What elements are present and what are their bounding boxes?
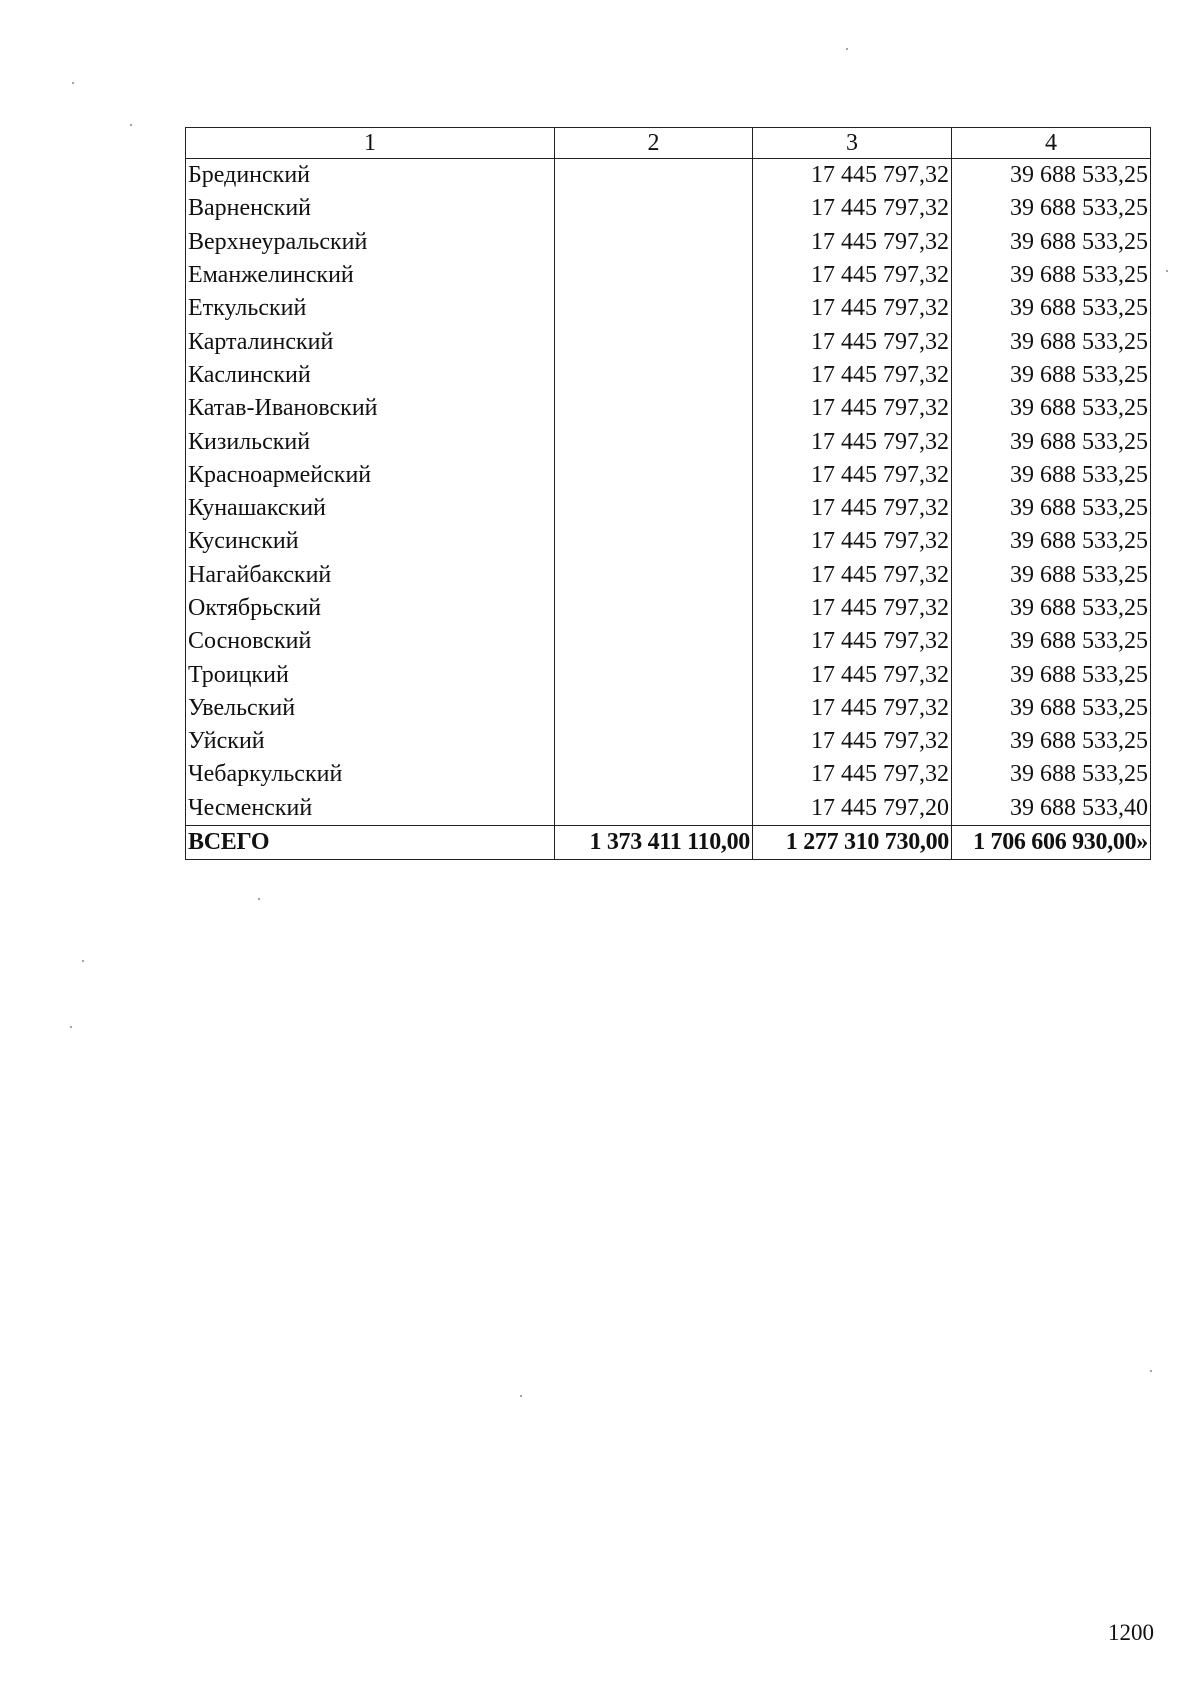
cell-col3: 17 445 797,32 bbox=[753, 325, 952, 358]
cell-col4: 39 688 533,25 bbox=[952, 292, 1151, 325]
table-row bbox=[186, 792, 1151, 826]
cell-col2 bbox=[555, 259, 753, 292]
scan-speck bbox=[846, 48, 848, 50]
scan-speck bbox=[70, 1026, 72, 1028]
table-row bbox=[186, 159, 1151, 193]
cell-col2 bbox=[555, 692, 753, 725]
scan-speck bbox=[82, 960, 84, 962]
scan-speck bbox=[1166, 270, 1168, 272]
cell-col4: 39 688 533,25 bbox=[952, 392, 1151, 425]
district-name-cell: Чебаркульский bbox=[186, 758, 555, 791]
column-header-3: 3 bbox=[753, 128, 952, 159]
scan-speck bbox=[130, 124, 132, 126]
cell-col2 bbox=[555, 559, 753, 592]
cell-col2 bbox=[555, 359, 753, 392]
cell-col2 bbox=[555, 226, 753, 259]
total-cell-col2: 1 373 411 110,00 bbox=[555, 825, 753, 859]
cell-col4: 39 688 533,25 bbox=[952, 658, 1151, 691]
cell-col4: 39 688 533,25 bbox=[952, 725, 1151, 758]
cell-col2 bbox=[555, 592, 753, 625]
cell-col2 bbox=[555, 325, 753, 358]
district-name-cell: Еманжелинский bbox=[186, 259, 555, 292]
cell-col3: 17 445 797,32 bbox=[753, 226, 952, 259]
cell-col3: 17 445 797,32 bbox=[753, 192, 952, 225]
cell-col4: 39 688 533,25 bbox=[952, 758, 1151, 791]
table-row bbox=[186, 459, 1151, 492]
cell-col4: 39 688 533,25 bbox=[952, 192, 1151, 225]
table-row bbox=[186, 226, 1151, 259]
district-name-cell: Нагайбакский bbox=[186, 559, 555, 592]
cell-col3: 17 445 797,32 bbox=[753, 492, 952, 525]
cell-col2 bbox=[555, 525, 753, 558]
total-cell-col3: 1 277 310 730,00 bbox=[753, 825, 952, 859]
cell-col3: 17 445 797,32 bbox=[753, 292, 952, 325]
cell-col4: 39 688 533,25 bbox=[952, 525, 1151, 558]
cell-col3: 17 445 797,32 bbox=[753, 592, 952, 625]
cell-col3: 17 445 797,20 bbox=[753, 792, 952, 826]
table-row bbox=[186, 725, 1151, 758]
cell-col3: 17 445 797,32 bbox=[753, 525, 952, 558]
cell-col2 bbox=[555, 425, 753, 458]
district-name-cell: Уйский bbox=[186, 725, 555, 758]
district-name-cell: Красноармейский bbox=[186, 459, 555, 492]
column-header-4: 4 bbox=[952, 128, 1151, 159]
cell-col4: 39 688 533,25 bbox=[952, 226, 1151, 259]
cell-col2 bbox=[555, 725, 753, 758]
cell-col4: 39 688 533,25 bbox=[952, 459, 1151, 492]
page-number: 1200 bbox=[1108, 1620, 1154, 1645]
total-cell-col4: 1 706 606 930,00» bbox=[952, 825, 1151, 859]
cell-col4: 39 688 533,25 bbox=[952, 325, 1151, 358]
cell-col4: 39 688 533,25 bbox=[952, 159, 1151, 193]
cell-col4: 39 688 533,25 bbox=[952, 592, 1151, 625]
table-row bbox=[186, 292, 1151, 325]
cell-col4: 39 688 533,25 bbox=[952, 259, 1151, 292]
header-row bbox=[186, 128, 1151, 159]
cell-col3: 17 445 797,32 bbox=[753, 758, 952, 791]
district-name-cell: Кизильский bbox=[186, 425, 555, 458]
cell-col4: 39 688 533,40 bbox=[952, 792, 1151, 826]
cell-col3: 17 445 797,32 bbox=[753, 425, 952, 458]
cell-col4: 39 688 533,25 bbox=[952, 625, 1151, 658]
cell-col2 bbox=[555, 758, 753, 791]
table-row bbox=[186, 425, 1151, 458]
district-name-cell: Увельский bbox=[186, 692, 555, 725]
cell-col3: 17 445 797,32 bbox=[753, 559, 952, 592]
cell-col3: 17 445 797,32 bbox=[753, 359, 952, 392]
table-row bbox=[186, 325, 1151, 358]
table-row bbox=[186, 658, 1151, 691]
district-name-cell: Октябрьский bbox=[186, 592, 555, 625]
table-row bbox=[186, 592, 1151, 625]
cell-col4: 39 688 533,25 bbox=[952, 425, 1151, 458]
cell-col2 bbox=[555, 492, 753, 525]
table-row bbox=[186, 525, 1151, 558]
cell-col2 bbox=[555, 159, 753, 193]
cell-col3: 17 445 797,32 bbox=[753, 459, 952, 492]
table-row bbox=[186, 625, 1151, 658]
cell-col3: 17 445 797,32 bbox=[753, 625, 952, 658]
table-row bbox=[186, 359, 1151, 392]
district-name-cell: Чесменский bbox=[186, 792, 555, 826]
column-header-1: 1 bbox=[186, 128, 555, 159]
district-name-cell: Сосновский bbox=[186, 625, 555, 658]
total-label: ВСЕГО bbox=[186, 825, 555, 859]
cell-col4: 39 688 533,25 bbox=[952, 559, 1151, 592]
cell-col3: 17 445 797,32 bbox=[753, 159, 952, 193]
cell-col2 bbox=[555, 792, 753, 826]
cell-col2 bbox=[555, 658, 753, 691]
cell-col3: 17 445 797,32 bbox=[753, 259, 952, 292]
table-row bbox=[186, 492, 1151, 525]
table-header bbox=[186, 128, 1151, 159]
district-name-cell: Троицкий bbox=[186, 658, 555, 691]
appropriations-table bbox=[185, 127, 1151, 860]
cell-col3: 17 445 797,32 bbox=[753, 692, 952, 725]
district-name-cell: Еткульский bbox=[186, 292, 555, 325]
cell-col2 bbox=[555, 459, 753, 492]
table-row bbox=[186, 259, 1151, 292]
cell-col2 bbox=[555, 192, 753, 225]
scan-speck bbox=[520, 1395, 522, 1397]
total-row bbox=[186, 825, 1151, 859]
cell-col2 bbox=[555, 625, 753, 658]
district-name-cell: Кунашакский bbox=[186, 492, 555, 525]
district-name-cell: Каслинский bbox=[186, 359, 555, 392]
scan-speck bbox=[258, 898, 260, 900]
table-row bbox=[186, 758, 1151, 791]
cell-col4: 39 688 533,25 bbox=[952, 359, 1151, 392]
cell-col3: 17 445 797,32 bbox=[753, 725, 952, 758]
scan-speck bbox=[1150, 1370, 1152, 1372]
district-name-cell: Верхнеуральский bbox=[186, 226, 555, 259]
district-name-cell: Варненский bbox=[186, 192, 555, 225]
cell-col2 bbox=[555, 292, 753, 325]
scan-speck bbox=[72, 82, 74, 84]
cell-col2 bbox=[555, 392, 753, 425]
table-row bbox=[186, 692, 1151, 725]
table-row bbox=[186, 392, 1151, 425]
table-body bbox=[186, 159, 1151, 826]
district-name-cell: Брединский bbox=[186, 159, 555, 193]
district-name-cell: Катав-Ивановский bbox=[186, 392, 555, 425]
cell-col4: 39 688 533,25 bbox=[952, 692, 1151, 725]
cell-col3: 17 445 797,32 bbox=[753, 658, 952, 691]
table-row bbox=[186, 559, 1151, 592]
district-name-cell: Кусинский bbox=[186, 525, 555, 558]
column-header-2: 2 bbox=[555, 128, 753, 159]
cell-col4: 39 688 533,25 bbox=[952, 492, 1151, 525]
table-row bbox=[186, 192, 1151, 225]
district-name-cell: Карталинский bbox=[186, 325, 555, 358]
cell-col3: 17 445 797,32 bbox=[753, 392, 952, 425]
